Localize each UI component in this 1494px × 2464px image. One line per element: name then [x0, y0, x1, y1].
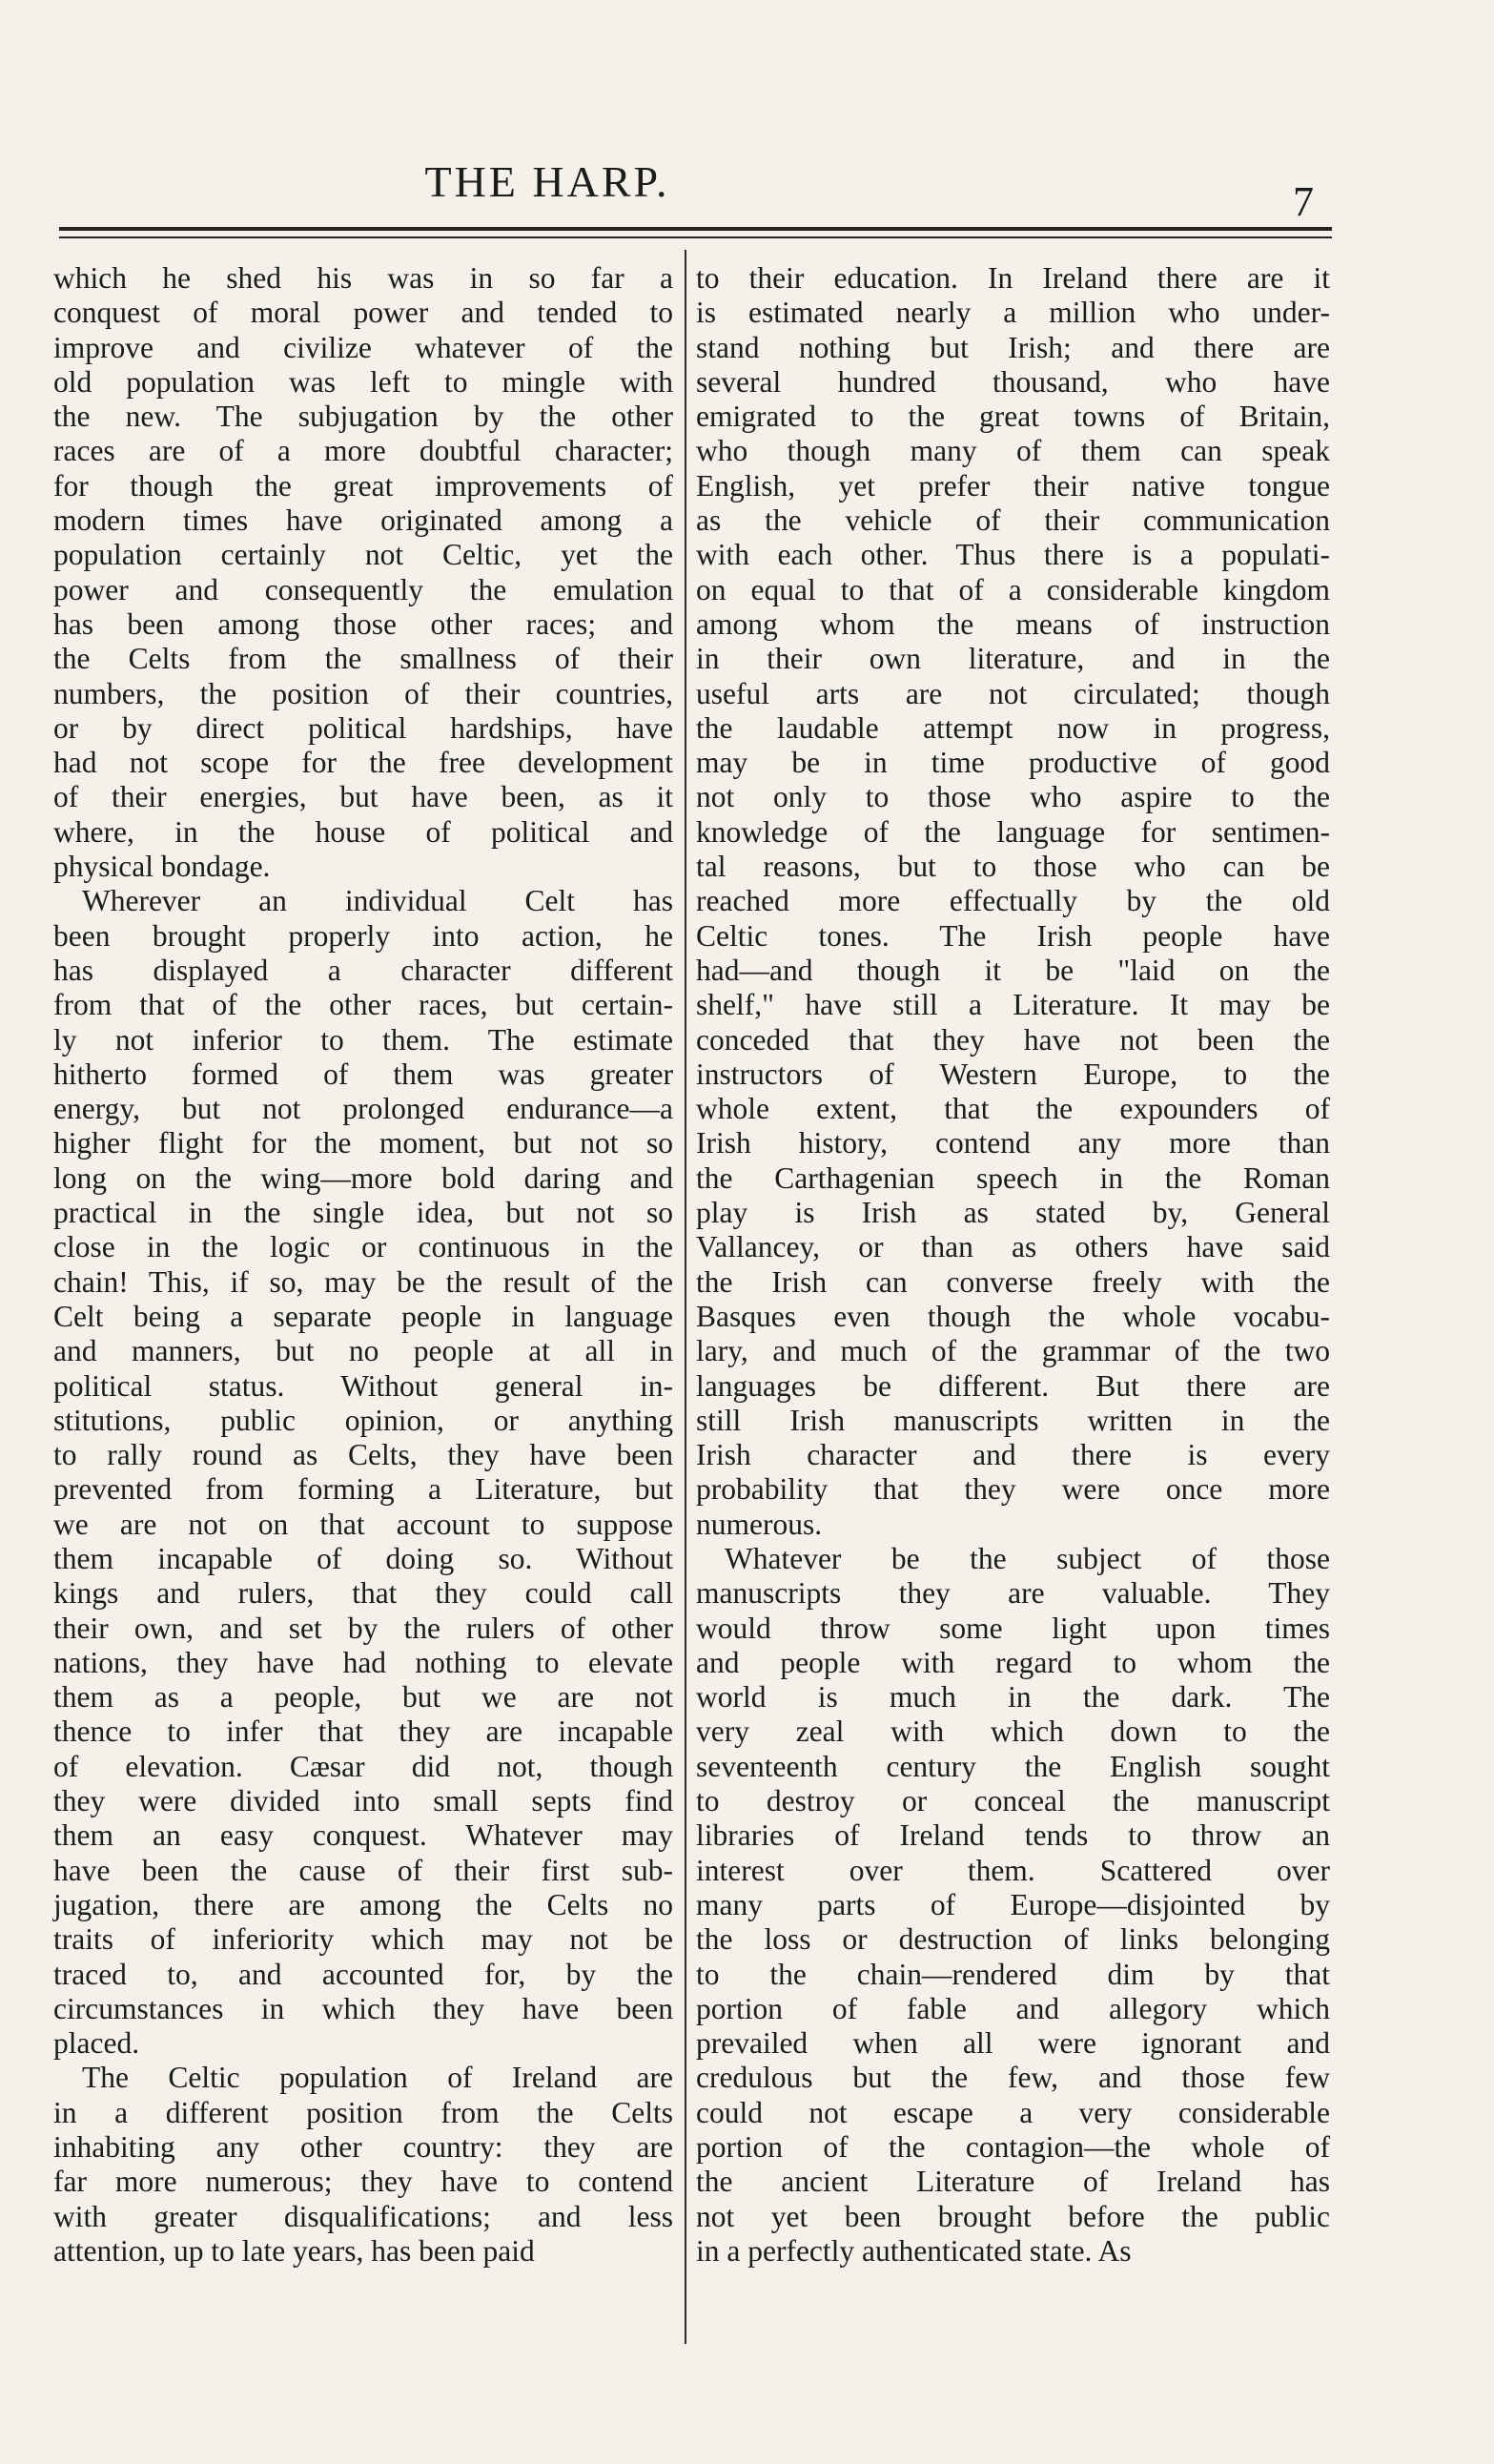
text-line: or by direct political hardships, have: [53, 710, 673, 745]
text-line: their own, and set by the rulers of other: [53, 1611, 673, 1645]
text-line: English, yet prefer their native tongue: [696, 468, 1330, 503]
text-line: conquest of moral power and tended to: [53, 296, 673, 330]
text-line: of their energies, but have been, as it: [53, 780, 673, 814]
text-line: numbers, the position of their countries,: [53, 676, 673, 710]
text-line: interest over them. Scattered over: [696, 1853, 1330, 1887]
text-line: of elevation. Cæsar did not, though: [53, 1749, 673, 1783]
text-line: reached more effectually by the old: [696, 884, 1330, 918]
text-line: manuscripts they are valuable. They: [696, 1576, 1330, 1611]
text-line: libraries of Ireland tends to throw an: [696, 1818, 1330, 1853]
text-line: probability that they were once more: [696, 1472, 1330, 1507]
text-line: stand nothing but Irish; and there are: [696, 330, 1330, 364]
text-line: stitutions, public opinion, or anything: [53, 1403, 673, 1437]
text-line: not yet been brought before the public: [696, 2199, 1330, 2233]
text-line: instructors of Western Europe, to the: [696, 1057, 1330, 1091]
text-line: shelf," have still a Literature. It may be: [696, 988, 1330, 1022]
text-line: kings and rulers, that they could call: [53, 1576, 673, 1611]
text-line: where, in the house of political and: [53, 814, 673, 849]
text-line: Basques even though the whole vocabu-: [696, 1299, 1330, 1333]
text-line: The Celtic population of Ireland are: [82, 2061, 673, 2095]
text-line: is estimated nearly a million who under-: [696, 296, 1330, 330]
running-title: THE HARP.: [424, 157, 670, 206]
text-line: knowledge of the language for sentimen-: [696, 814, 1330, 849]
text-line: the Irish can converse freely with the: [696, 1264, 1330, 1299]
text-line: whole extent, that the expounders of: [696, 1092, 1330, 1126]
text-line: to destroy or conceal the manuscript: [696, 1784, 1330, 1818]
text-line: many parts of Europe—disjointed by: [696, 1887, 1330, 1921]
text-line: close in the logic or continuous in the: [53, 1230, 673, 1264]
text-line: as the vehicle of their communication: [696, 503, 1330, 538]
text-line: energy, but not prolonged endurance—a: [53, 1092, 673, 1126]
text-line: they were divided into small septs find: [53, 1784, 673, 1818]
text-line: in a different position from the Celts: [53, 2095, 673, 2129]
text-line: Whatever be the subject of those: [725, 1541, 1330, 1575]
text-line: may be in time productive of good: [696, 746, 1330, 780]
text-line: with greater disqualifications; and less: [53, 2199, 673, 2233]
text-line: been brought properly into action, he: [53, 918, 673, 953]
text-line: jugation, there are among the Celts no: [53, 1887, 673, 1921]
text-line: from that of the other races, but certain-: [53, 988, 673, 1022]
text-line: races are of a more doubtful character;: [53, 434, 673, 468]
text-line: numerous.: [696, 1507, 823, 1541]
text-line: nations, they have had nothing to elevate: [53, 1645, 673, 1679]
text-line: with each other. Thus there is a populati-: [696, 538, 1330, 572]
text-line: them incapable of doing so. Without: [53, 1541, 673, 1575]
header-rule-thick: [59, 227, 1332, 231]
text-line: modern times have originated among a: [53, 503, 673, 538]
page-number: 7: [1293, 178, 1314, 225]
text-line: in their own literature, and in the: [696, 642, 1330, 676]
text-line: power and consequently the emulation: [53, 572, 673, 606]
text-line: attention, up to late years, has been paid: [53, 2233, 535, 2268]
text-line: would throw some light upon times: [696, 1611, 1330, 1645]
text-line: physical bondage.: [53, 850, 271, 884]
text-line: portion of the contagion—the whole of: [696, 2130, 1330, 2165]
text-line: inhabiting any other country: they are: [53, 2130, 673, 2165]
text-line: prevented from forming a Literature, but: [53, 1472, 673, 1507]
text-line: not only to those who aspire to the: [696, 780, 1330, 814]
text-line: Irish character and there is every: [696, 1438, 1330, 1472]
text-line: among whom the means of instruction: [696, 606, 1330, 641]
text-line: the laudable attempt now in progress,: [696, 710, 1330, 745]
text-line: several hundred thousand, who have: [696, 364, 1330, 399]
text-line: improve and civilize whatever of the: [53, 330, 673, 364]
text-line: has displayed a character different: [53, 953, 673, 987]
text-line: to their education. In Ireland there are it: [696, 261, 1330, 295]
text-line: higher flight for the moment, but not so: [53, 1126, 673, 1160]
text-line: to rally round as Celts, they have been: [53, 1438, 673, 1472]
text-line: old population was left to mingle with: [53, 364, 673, 399]
text-line: had not scope for the free development: [53, 746, 673, 780]
text-line: ly not inferior to them. The estimate: [53, 1022, 673, 1057]
text-line: them an easy conquest. Whatever may: [53, 1818, 673, 1853]
text-line: who though many of them can speak: [696, 434, 1330, 468]
text-line: political status. Without general in-: [53, 1368, 673, 1403]
text-line: has been among those other races; and: [53, 606, 673, 641]
text-line: credulous but the few, and those few: [696, 2061, 1330, 2095]
text-line: tal reasons, but to those who can be: [696, 850, 1330, 884]
text-line: Wherever an individual Celt has: [82, 884, 673, 918]
text-line: we are not on that account to suppose: [53, 1507, 673, 1541]
text-line: could not escape a very considerable: [696, 2095, 1330, 2129]
text-line: lary, and much of the grammar of the two: [696, 1334, 1330, 1368]
text-line: for though the great improvements of: [53, 468, 673, 503]
text-line: placed.: [53, 2026, 140, 2061]
text-line: them as a people, but we are not: [53, 1680, 673, 1715]
text-line: prevailed when all were ignorant and: [696, 2026, 1330, 2061]
text-line: far more numerous; they have to contend: [53, 2165, 673, 2199]
right-text-column: [696, 261, 1330, 2269]
text-line: seventeenth century the English sought: [696, 1749, 1330, 1783]
text-line: the Celts from the smallness of their: [53, 642, 673, 676]
text-line: emigrated to the great towns of Britain,: [696, 400, 1330, 434]
text-line: circumstances in which they have been: [53, 1991, 673, 2025]
text-line: Vallancey, or than as others have said: [696, 1230, 1330, 1264]
text-line: population certainly not Celtic, yet the: [53, 538, 673, 572]
text-line: which he shed his was in so far a: [53, 261, 673, 295]
text-line: traits of inferiority which may not be: [53, 1922, 673, 1957]
text-line: had—and though it be "laid on the: [696, 953, 1330, 987]
text-line: languages be different. But there are: [696, 1368, 1330, 1403]
text-line: Irish history, contend any more than: [696, 1126, 1330, 1160]
text-line: world is much in the dark. The: [696, 1680, 1330, 1715]
text-line: still Irish manuscripts written in the: [696, 1403, 1330, 1437]
text-line: on equal to that of a considerable kingdom: [696, 572, 1330, 606]
text-line: practical in the single idea, but not so: [53, 1196, 673, 1230]
text-line: play is Irish as stated by, General: [696, 1196, 1330, 1230]
text-line: the ancient Literature of Ireland has: [696, 2165, 1330, 2199]
text-line: very zeal with which down to the: [696, 1715, 1330, 1749]
text-line: conceded that they have not been the: [696, 1022, 1330, 1057]
text-line: the new. The subjugation by the other: [53, 400, 673, 434]
text-line: thence to infer that they are incapable: [53, 1715, 673, 1749]
column-divider: [685, 250, 686, 2344]
text-line: the loss or destruction of links belonging: [696, 1922, 1330, 1957]
text-line: and people with regard to whom the: [696, 1645, 1330, 1679]
text-line: in a perfectly authenticated state. As: [696, 2233, 1132, 2268]
left-text-column: [53, 261, 673, 2269]
text-line: Celt being a separate people in language: [53, 1299, 673, 1333]
text-line: chain! This, if so, may be the result of the: [53, 1264, 673, 1299]
text-line: long on the wing—more bold daring and: [53, 1160, 673, 1195]
text-line: traced to, and accounted for, by the: [53, 1957, 673, 1991]
text-line: useful arts are not circulated; though: [696, 676, 1330, 710]
text-line: have been the cause of their first sub-: [53, 1853, 673, 1887]
text-line: Celtic tones. The Irish people have: [696, 918, 1330, 953]
text-line: to the chain—rendered dim by that: [696, 1957, 1330, 1991]
text-line: portion of fable and allegory which: [696, 1991, 1330, 2025]
text-line: hitherto formed of them was greater: [53, 1057, 673, 1091]
text-line: the Carthagenian speech in the Roman: [696, 1160, 1330, 1195]
header-rule-thin: [59, 236, 1332, 238]
text-line: and manners, but no people at all in: [53, 1334, 673, 1368]
